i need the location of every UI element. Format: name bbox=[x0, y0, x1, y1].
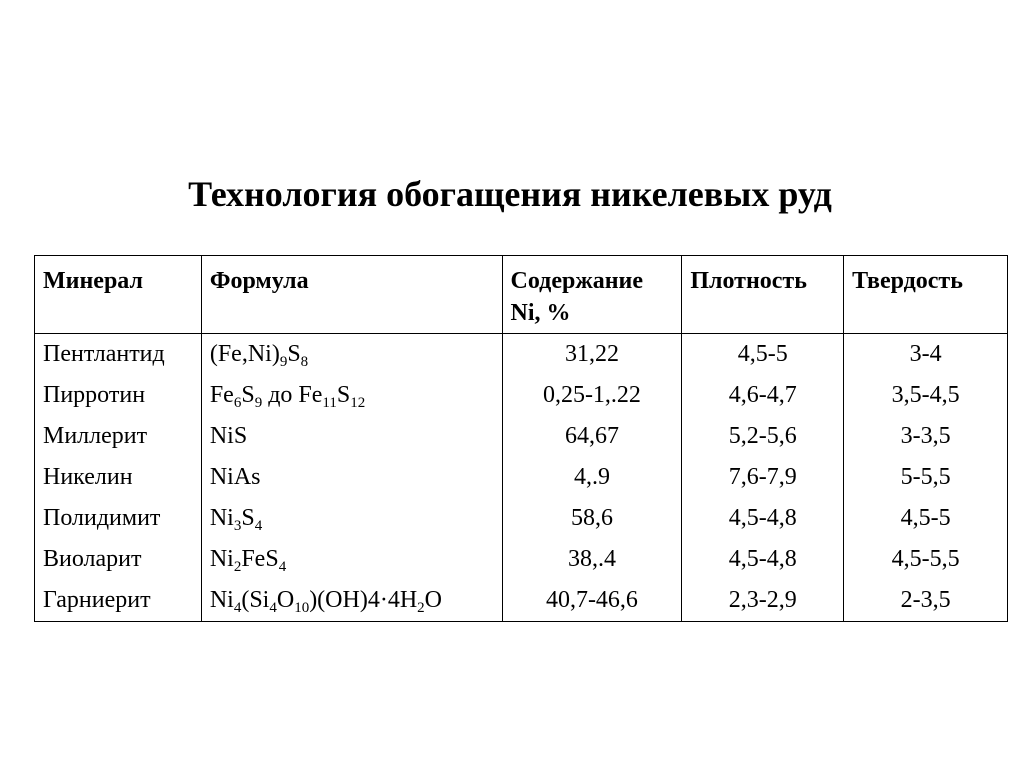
hardness-cell: 2-3,5 bbox=[844, 580, 1008, 622]
formula-subscript: 4 bbox=[254, 518, 263, 534]
formula-text: Fe bbox=[209, 382, 234, 408]
formula-cell bbox=[201, 334, 502, 376]
formula-text: NiAs bbox=[209, 464, 261, 490]
mineral-name-cell: Пирротин bbox=[35, 375, 202, 416]
formula-subscript: 2 bbox=[233, 559, 242, 575]
table-header bbox=[35, 256, 1008, 334]
density-cell: 4,5-4,8 bbox=[682, 539, 844, 580]
mineral-name-cell: Полидимит bbox=[35, 498, 202, 539]
hardness-cell: 4,5-5,5 bbox=[844, 539, 1008, 580]
minerals-table bbox=[34, 255, 1008, 622]
table-row bbox=[35, 498, 1008, 539]
formula-cell bbox=[201, 580, 502, 622]
header-ni-content-line2: Ni, % bbox=[510, 300, 571, 326]
formula-subscript: 4 bbox=[233, 600, 242, 616]
table-row bbox=[35, 580, 1008, 622]
formula-subscript: 6 bbox=[233, 395, 242, 411]
formula-cell bbox=[201, 375, 502, 416]
hardness-cell: 4,5-5 bbox=[844, 498, 1008, 539]
density-cell: 2,3-2,9 bbox=[682, 580, 844, 622]
formula-text: S bbox=[287, 341, 301, 367]
formula-subscript: 4 bbox=[278, 559, 287, 575]
header-ni-content-line1: Содержание bbox=[510, 268, 644, 294]
formula-text: FeS bbox=[241, 546, 279, 572]
hardness-cell: 3,5-4,5 bbox=[844, 375, 1008, 416]
formula-subscript: 10 bbox=[294, 600, 310, 616]
table-row bbox=[35, 334, 1008, 376]
formula-subscript: 3 bbox=[233, 518, 242, 534]
table-row bbox=[35, 457, 1008, 498]
density-cell: 4,5-4,8 bbox=[682, 498, 844, 539]
mineral-name-cell: Пентлантид bbox=[35, 334, 202, 376]
formula-text: (Fe,Ni) bbox=[209, 341, 280, 367]
hardness-cell: 3-4 bbox=[844, 334, 1008, 376]
formula-subscript: 9 bbox=[254, 395, 263, 411]
hardness-cell: 5-5,5 bbox=[844, 457, 1008, 498]
table-row bbox=[35, 416, 1008, 457]
formula-text: Ni bbox=[209, 505, 234, 531]
page-title: Технология обогащения никелевых руд bbox=[188, 174, 832, 214]
mineral-name-cell: Виоларит bbox=[35, 539, 202, 580]
formula-subscript: 11 bbox=[322, 395, 337, 411]
ni-content-cell: 4,.9 bbox=[502, 457, 682, 498]
header-density: Плотность bbox=[682, 256, 844, 334]
formula-text: (Si bbox=[241, 587, 270, 613]
hardness-cell: 3-3,5 bbox=[844, 416, 1008, 457]
density-cell: 4,6-4,7 bbox=[682, 375, 844, 416]
formula-text: Ni bbox=[209, 546, 234, 572]
mineral-name-cell: Гарниерит bbox=[35, 580, 202, 622]
formula-text: Ni bbox=[209, 587, 234, 613]
ni-content-cell: 0,25-1,.22 bbox=[502, 375, 682, 416]
density-cell: 7,6-7,9 bbox=[682, 457, 844, 498]
table-row bbox=[35, 375, 1008, 416]
header-row bbox=[35, 256, 1008, 334]
formula-subscript: 9 bbox=[279, 354, 288, 370]
formula-subscript: 12 bbox=[350, 395, 366, 411]
density-cell: 5,2-5,6 bbox=[682, 416, 844, 457]
ni-content-cell: 38,.4 bbox=[502, 539, 682, 580]
ni-content-cell: 40,7-46,6 bbox=[502, 580, 682, 622]
formula-text: S bbox=[336, 382, 351, 408]
header-ni-content bbox=[502, 256, 682, 334]
formula-text: O bbox=[276, 587, 295, 613]
formula-text: S bbox=[241, 382, 255, 408]
table-row bbox=[35, 539, 1008, 580]
formula-cell bbox=[201, 416, 502, 457]
formula-subscript: 8 bbox=[300, 354, 309, 370]
formula-text: NiS bbox=[209, 423, 248, 449]
formula-text: O bbox=[424, 587, 442, 613]
formula-subscript: 4 bbox=[269, 600, 277, 616]
header-formula: Формула bbox=[201, 256, 502, 334]
ni-content-cell: 31,22 bbox=[502, 334, 682, 376]
formula-text: )(OH)4·4H bbox=[309, 587, 418, 613]
formula-cell bbox=[201, 457, 502, 498]
formula-cell bbox=[201, 498, 502, 539]
formula-subscript: 2 bbox=[417, 600, 425, 616]
ni-content-cell: 64,67 bbox=[502, 416, 682, 457]
header-hardness: Твердость bbox=[844, 256, 1008, 334]
header-mineral: Минерал bbox=[35, 256, 202, 334]
formula-cell bbox=[201, 539, 502, 580]
density-cell: 4,5-5 bbox=[682, 334, 844, 376]
mineral-name-cell: Миллерит bbox=[35, 416, 202, 457]
table-body bbox=[35, 334, 1008, 622]
mineral-name-cell: Никелин bbox=[35, 457, 202, 498]
formula-text: S bbox=[241, 505, 255, 531]
ni-content-cell: 58,6 bbox=[502, 498, 682, 539]
formula-text: до Fe bbox=[262, 382, 323, 408]
